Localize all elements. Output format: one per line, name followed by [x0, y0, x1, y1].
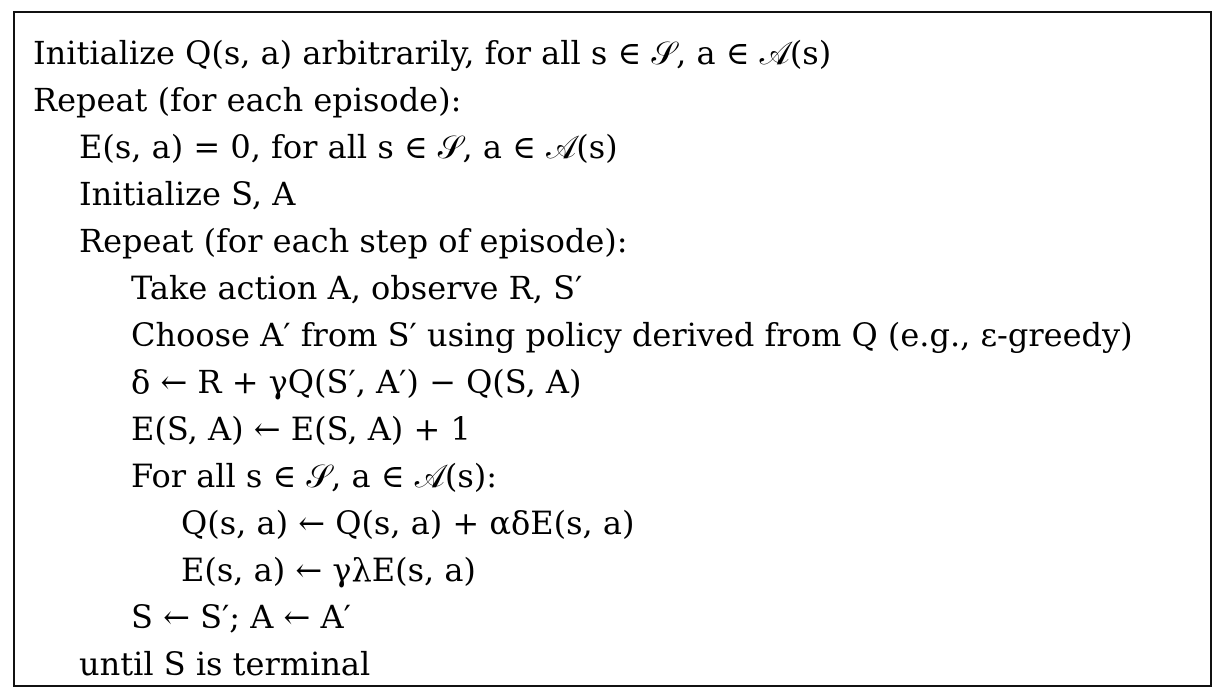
algorithm-line-repeat-episode: Repeat (for each episode): — [33, 81, 462, 119]
algorithm-box — [13, 11, 1212, 687]
algorithm-line-choose-action: Choose A′ from S′ using policy derived from Q (e.g., ε-greedy) — [131, 316, 1133, 354]
algorithm-line-initialize-state: Initialize S, A — [79, 175, 296, 213]
algorithm-line-advance-state: S ← S′; A ← A′ — [131, 598, 351, 636]
algorithm-line-take-action: Take action A, observe R, S′ — [131, 269, 583, 307]
algorithm-line-repeat-step: Repeat (for each step of episode): — [79, 222, 628, 260]
algorithm-line-trace-increment: E(S, A) ← E(S, A) + 1 — [131, 410, 471, 448]
algorithm-line-td-error: δ ← R + γQ(S′, A′) − Q(S, A) — [131, 363, 582, 401]
algorithm-line-q-update: Q(s, a) ← Q(s, a) + αδE(s, a) — [181, 504, 635, 542]
algorithm-line-initialize-q: Initialize Q(s, a) arbitrarily, for all s ∈ 𝒮, a ∈ 𝒜(s) — [33, 34, 832, 72]
algorithm-line-reset-traces: E(s, a) = 0, for all s ∈ 𝒮, a ∈ 𝒜(s) — [79, 128, 618, 166]
algorithm-line-until-terminal: until S is terminal — [79, 645, 371, 683]
algorithm-line-for-all: For all s ∈ 𝒮, a ∈ 𝒜(s): — [131, 457, 498, 495]
algorithm-line-trace-decay: E(s, a) ← γλE(s, a) — [181, 551, 476, 589]
